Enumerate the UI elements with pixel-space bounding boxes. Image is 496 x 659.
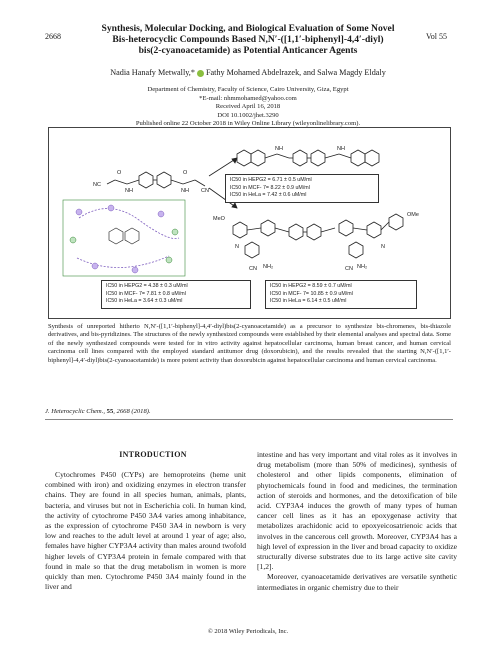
body-column-left: Cytochromes P450 (CYPs) are hemoproteins (heme unit combined with iron) and oxidizing enzymes in electron transfer chains. They are found in all species human, animals, plants, bacteria, and viruses but not in Escherichia coli. In human kind, the activity of cytochrome P450 3A4 varies among inhabitance, as the expression of cytochrome P450 3A4 in newborn is very low and reaches to the adult level at around 1 year of age; also, females have higher CYP3A4 activity than males around twofold higher levels of CYP3A4 protein in female compared with that found in male so that the drug metabolism in women is more quickly than men. Cytochrome P450 3A4 mainly found in the liver and	[45, 470, 246, 592]
department: Department of Chemistry, Faculty of Science, Cairo University, Giza, Egypt	[147, 86, 349, 93]
affiliation-block	[60, 86, 436, 129]
author-2[interactable]: Fathy Mohamed Abdelrazek, and Salwa Magdy Eldaly	[205, 68, 386, 77]
label-nc: NC	[93, 182, 101, 188]
label-o-right: O	[183, 170, 188, 176]
doi[interactable]: DOI 10.1002/jhet.3290	[217, 111, 279, 119]
journal-pages: , 2668 (2018).	[113, 408, 151, 415]
journal-citation	[45, 408, 151, 415]
label-o-left: O	[117, 170, 122, 176]
abstract: Synthesis of unreported hitherto N,N′-([1,1′-biphenyl]-4,4′-diyl)bis(2-cyanoacetamide) as a precursor to synthesize bis-chromenes, bis-thiazole derivatives, and bis-pyridizines. The structures of the newly synthesized compounds were established by their elemental analyses and spectral data. Some of the newly synthesized compounds were tested for in vitro activity against hepatocellular carcinoma, human breast cancer, and human cervical carcinoma cell lines compared with the employed standard antitumor drug (doxorubicin), and the results revealed that the starting N,N′-([1,1′-biphenyl]-4,4′-diyl)bis(2-cyanoacetamide) is more potent activity than doxorubicin against hepatocellular carcinoma and human cervical carcinoma.	[48, 323, 451, 364]
author-1[interactable]: Nadia Hanafy Metwally,*	[110, 68, 195, 77]
article-title	[70, 23, 426, 56]
ic50-hepg2: IC50 in HEPG2 = 6.71 ± 0.5 uM/ml	[230, 177, 312, 183]
ic50-mcf7: IC50 in MCF- 7= 8.22 ± 0.9 uM/ml	[230, 184, 310, 191]
ic50-box-bispyridazine	[265, 280, 417, 309]
journal-name: J. Heterocyclic Chem.,	[45, 408, 105, 415]
title-line-2: Bis-heterocyclic Compounds Based N,N′-([1,1′-biphenyl]-4,4′-diyl)	[112, 34, 384, 45]
orcid-icon[interactable]	[197, 70, 204, 77]
ic50-hepg2: IC50 in HEPG2 = 8.59 ± 0.7 uM/ml	[270, 283, 352, 289]
page-number: 2668	[45, 32, 61, 41]
title-line-3: bis(2-cyanoacetamide) as Potential Anticancer Agents	[138, 45, 358, 56]
label-n-right: N	[381, 244, 385, 250]
body-column-right	[257, 450, 457, 593]
ic50-box-bischromene	[225, 174, 379, 203]
ic50-hepg2: IC50 in HEPG2 = 4.38 ± 0.3 uM/ml	[106, 283, 188, 289]
section-heading-introduction: INTRODUCTION	[119, 450, 187, 459]
ic50-box-precursor	[101, 280, 251, 309]
author-list	[60, 68, 436, 77]
email[interactable]: *E-mail: nhmmohamed@yahoo.com	[199, 94, 297, 102]
label-nh-right: NH	[181, 188, 189, 194]
paragraph: Moreover, cyanoacetamide derivatives are versatile synthetic intermediates in organic chemistry due to their	[257, 572, 457, 592]
docking-pose	[70, 205, 179, 273]
paragraph: intestine and has very important and vital roles as it involves in drug metabolism (more than 50% of medicines), synthesis of cholesterol and other lipids components, elimination of phytochemicals found in food and medicines, the termination action of steroids and hormones, and the detoxification of bile acid. CYP3A4 induces the growth of many types of human cancer cell lines as it has an epoxygenase activity that metabolizes arachidonic acid to epoxyeicosatrienoic acids that involves in the cancerous cell growth. Moreover, CYP3A4 has a high level of expression in the liver and broad capacity to oxidize structurally diverse substrates due to its large active site cavity [1,2].	[257, 450, 457, 572]
label-nh-top-1: NH	[275, 146, 283, 152]
copyright-footer: © 2018 Wiley Periodicals, Inc.	[207, 628, 289, 635]
published-online: Published online 22 October 2018 in Wiley Online Library (wileyonlinelibrary.com).	[135, 120, 361, 128]
ic50-hela: IC50 in HeLa = 3.64 ± 0.3 uM/ml	[106, 298, 183, 305]
label-nh-left: NH	[125, 188, 133, 194]
graphical-abstract	[48, 127, 451, 319]
label-meo: MeO	[213, 216, 225, 222]
label-nh2-left: NH₂	[263, 264, 274, 270]
section-divider	[45, 419, 453, 420]
ic50-hela: IC50 in HeLa = 7.42 ± 0.6 uM/ml	[230, 192, 307, 199]
label-ome: OMe	[407, 212, 419, 218]
label-cn-bottom-left: CN	[249, 266, 257, 272]
label-n-left: N	[235, 244, 239, 250]
label-nh-top-2: NH	[337, 146, 345, 152]
title-line-1: Synthesis, Molecular Docking, and Biological Evaluation of Some Novel	[101, 23, 395, 34]
label-cn: CN	[201, 188, 209, 194]
ic50-hela: IC50 in HeLa = 6.14 ± 0.5 uM/ml	[270, 298, 347, 305]
ic50-mcf7: IC50 in MCF- 7= 7.81 ± 0.8 uM/ml	[106, 290, 186, 297]
label-nh2-right: NH₂	[357, 264, 368, 270]
volume-label: Vol 55	[426, 32, 447, 41]
ic50-mcf7: IC50 in MCF- 7= 10.85 ± 0.9 uM/ml	[270, 290, 353, 297]
label-cn-bottom-right: CN	[345, 266, 353, 272]
received-date: Received April 16, 2018	[215, 103, 281, 111]
journal-volume: 55	[106, 408, 114, 415]
